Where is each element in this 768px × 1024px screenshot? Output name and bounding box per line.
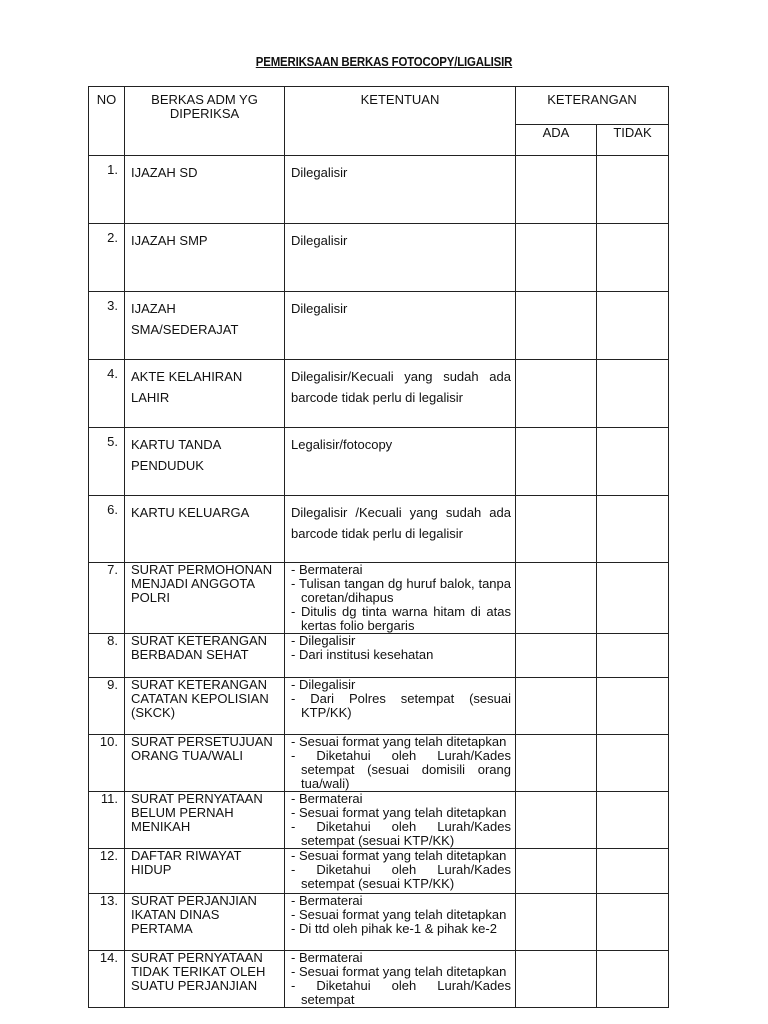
ada-cell[interactable] [516,735,597,792]
tidak-cell[interactable] [597,156,669,224]
row-number: 5. [89,428,125,496]
ketentuan-item: - Ditulis dg tinta warna hitam di atas kertas folio bergaris [291,605,511,633]
ketentuan-item: - Diketahui oleh Lurah/Kades setempat (sesuai KTP/KK) [291,820,511,848]
row-number: 9. [89,678,125,735]
ketentuan-item: - Diketahui oleh Lurah/Kades setempat (sesuai domisili orang tua/wali) [291,749,511,791]
tidak-cell[interactable] [597,894,669,951]
table-row [89,224,669,292]
table-row [89,849,669,894]
berkas-cell: SURAT KETERANGAN CATATAN KEPOLISIAN (SKCK) [125,678,285,735]
ketentuan-item: - Diketahui oleh Lurah/Kades setempat [291,979,511,1007]
ketentuan-cell: Dilegalisir [285,156,516,224]
ketentuan-cell [285,735,516,792]
berkas-cell: KARTU TANDA PENDUDUK [125,428,285,496]
ada-cell[interactable] [516,678,597,735]
ketentuan-list [291,894,511,936]
berkas-cell: SURAT KETERANGAN BERBADAN SEHAT [125,634,285,678]
row-number: 12. [89,849,125,894]
row-number: 2. [89,224,125,292]
berkas-cell: IJAZAH SD [125,156,285,224]
berkas-cell: SURAT PERMOHONAN MENJADI ANGGOTA POLRI [125,563,285,634]
ketentuan-item: - Sesuai format yang telah ditetapkan [291,908,511,922]
berkas-cell: DAFTAR RIWAYAT HIDUP [125,849,285,894]
ada-cell[interactable] [516,634,597,678]
berkas-cell: SURAT PERJANJIAN IKATAN DINAS PERTAMA [125,894,285,951]
row-number: 4. [89,360,125,428]
ketentuan-item: - Tulisan tangan dg huruf balok, tanpa coretan/dihapus [291,577,511,605]
berkas-cell: SURAT PERNYATAAN TIDAK TERIKAT OLEH SUATU PERJANJIAN [125,951,285,1008]
row-number: 13. [89,894,125,951]
tidak-cell[interactable] [597,563,669,634]
berkas-cell: IJAZAH SMA/SEDERAJAT [125,292,285,360]
row-number: 6. [89,496,125,563]
ada-cell[interactable] [516,156,597,224]
table-row [89,735,669,792]
ketentuan-item: - Dari Polres setempat (sesuai KTP/KK) [291,692,511,720]
ketentuan-list [291,678,511,720]
ada-cell[interactable] [516,849,597,894]
ketentuan-list [291,849,511,891]
ketentuan-item: - Diketahui oleh Lurah/Kades setempat (sesuai KTP/KK) [291,863,511,891]
header-ketentuan: KETENTUAN [285,87,516,156]
ketentuan-list [291,951,511,1007]
row-number: 14. [89,951,125,1008]
table-row [89,894,669,951]
tidak-cell[interactable] [597,428,669,496]
table-row [89,951,669,1008]
ketentuan-cell [285,951,516,1008]
ketentuan-cell [285,894,516,951]
ketentuan-cell [285,634,516,678]
tidak-cell[interactable] [597,678,669,735]
ketentuan-list [291,792,511,848]
row-number: 10. [89,735,125,792]
table-row [89,792,669,849]
table-row [89,428,669,496]
ada-cell[interactable] [516,792,597,849]
ketentuan-item: - Bermaterai [291,951,511,965]
ada-cell[interactable] [516,292,597,360]
tidak-cell[interactable] [597,849,669,894]
header-berkas: BERKAS ADM YG DIPERIKSA [125,87,285,156]
checklist-table [88,86,669,1008]
table-row [89,634,669,678]
berkas-cell: KARTU KELUARGA [125,496,285,563]
ketentuan-cell: Dilegalisir /Kecuali yang sudah ada barcode tidak perlu di legalisir [285,496,516,563]
ada-cell[interactable] [516,496,597,563]
tidak-cell[interactable] [597,634,669,678]
ketentuan-cell [285,792,516,849]
header-ada: ADA [516,124,597,155]
ada-cell[interactable] [516,894,597,951]
ketentuan-item: - Sesuai format yang telah ditetapkan [291,806,511,820]
ketentuan-item: - Bermaterai [291,792,511,806]
berkas-cell: SURAT PERSETUJUAN ORANG TUA/WALI [125,735,285,792]
table-row [89,360,669,428]
header-tidak: TIDAK [597,124,669,155]
row-number: 7. [89,563,125,634]
row-number: 1. [89,156,125,224]
berkas-cell: AKTE KELAHIRAN LAHIR [125,360,285,428]
ketentuan-list [291,735,511,791]
ada-cell[interactable] [516,428,597,496]
ketentuan-item: - Dari institusi kesehatan [291,648,511,662]
ketentuan-list [291,563,511,633]
ketentuan-cell [285,678,516,735]
tidak-cell[interactable] [597,735,669,792]
table-row [89,292,669,360]
ada-cell[interactable] [516,224,597,292]
header-keterangan: KETERANGAN [516,87,669,125]
ketentuan-item: - Di ttd oleh pihak ke-1 & pihak ke-2 [291,922,511,936]
header-no: NO [89,87,125,156]
tidak-cell[interactable] [597,292,669,360]
row-number: 3. [89,292,125,360]
ketentuan-item: - Bermaterai [291,894,511,908]
table-row [89,156,669,224]
row-number: 8. [89,634,125,678]
ada-cell[interactable] [516,951,597,1008]
ada-cell[interactable] [516,563,597,634]
ketentuan-cell: Dilegalisir/Kecuali yang sudah ada barcode tidak perlu di legalisir [285,360,516,428]
tidak-cell[interactable] [597,224,669,292]
berkas-cell: SURAT PERNYATAAN BELUM PERNAH MENIKAH [125,792,285,849]
ketentuan-cell: Dilegalisir [285,224,516,292]
ketentuan-item: - Bermaterai [291,563,511,577]
table-row [89,678,669,735]
ketentuan-item: - Sesuai format yang telah ditetapkan [291,849,511,863]
ketentuan-cell [285,849,516,894]
tidak-cell[interactable] [597,496,669,563]
document-title: PEMERIKSAAN BERKAS FOTOCOPY/LIGALISIR [255,54,513,69]
ketentuan-cell: Dilegalisir [285,292,516,360]
ada-cell[interactable] [516,360,597,428]
berkas-cell: IJAZAH SMP [125,224,285,292]
ketentuan-item: - Sesuai format yang telah ditetapkan [291,735,511,749]
tidak-cell[interactable] [597,360,669,428]
table-row [89,563,669,634]
ketentuan-cell [285,563,516,634]
table-row [89,496,669,563]
ketentuan-item: - Dilegalisir [291,678,511,692]
row-number: 11. [89,792,125,849]
ketentuan-list [291,634,511,662]
header-row [89,87,669,125]
ketentuan-cell: Legalisir/fotocopy [285,428,516,496]
tidak-cell[interactable] [597,792,669,849]
ketentuan-item: - Sesuai format yang telah ditetapkan [291,965,511,979]
tidak-cell[interactable] [597,951,669,1008]
ketentuan-item: - Dilegalisir [291,634,511,648]
